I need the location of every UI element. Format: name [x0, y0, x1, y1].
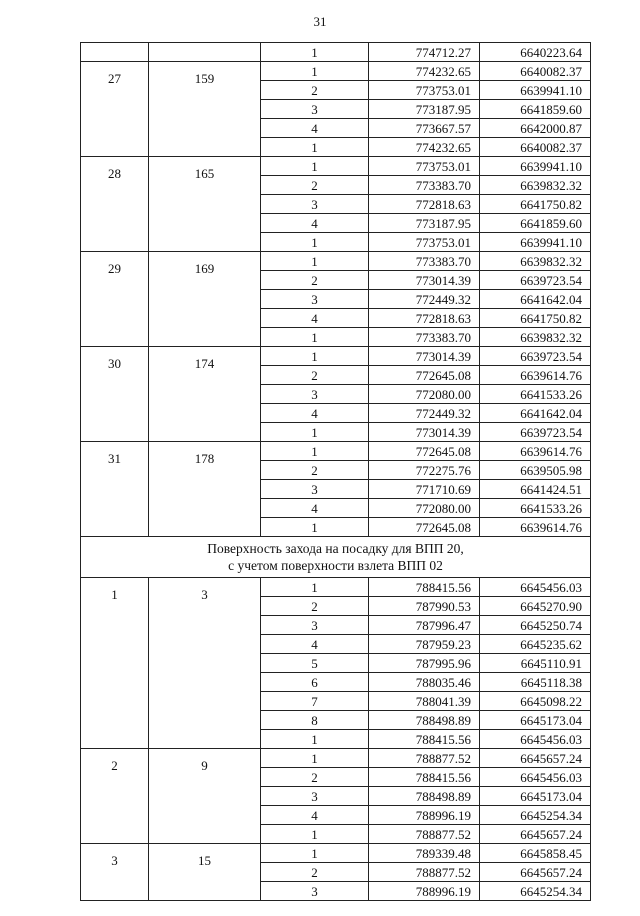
y-coordinate-cell: 6639723.54 — [480, 271, 591, 290]
point-cell: 7 — [261, 692, 369, 711]
section-title — [81, 537, 591, 578]
table-row — [81, 43, 591, 62]
point-cell: 3 — [261, 616, 369, 635]
point-cell: 3 — [261, 195, 369, 214]
point-cell: 1 — [261, 749, 369, 768]
plot-cell: 15 — [149, 844, 261, 901]
point-cell: 1 — [261, 442, 369, 461]
table-row — [81, 157, 591, 176]
x-coordinate-cell: 789339.48 — [369, 844, 480, 863]
section-title-line: с учетом поверхности взлета ВПП 02 — [228, 558, 443, 573]
point-cell: 2 — [261, 81, 369, 100]
point-cell: 2 — [261, 461, 369, 480]
x-coordinate-cell: 773014.39 — [369, 271, 480, 290]
y-coordinate-cell: 6645118.38 — [480, 673, 591, 692]
x-coordinate-cell: 772645.08 — [369, 442, 480, 461]
x-coordinate-cell: 772449.32 — [369, 404, 480, 423]
point-cell: 4 — [261, 499, 369, 518]
point-cell: 4 — [261, 119, 369, 138]
point-cell: 1 — [261, 157, 369, 176]
point-cell: 2 — [261, 366, 369, 385]
point-cell: 1 — [261, 138, 369, 157]
point-cell: 1 — [261, 62, 369, 81]
x-coordinate-cell: 787990.53 — [369, 597, 480, 616]
point-cell: 3 — [261, 480, 369, 499]
table-row — [81, 749, 591, 768]
x-coordinate-cell: 771710.69 — [369, 480, 480, 499]
x-coordinate-cell: 772449.32 — [369, 290, 480, 309]
table-row — [81, 347, 591, 366]
y-coordinate-cell: 6641859.60 — [480, 214, 591, 233]
number-cell: 30 — [81, 347, 149, 442]
x-coordinate-cell: 773187.95 — [369, 214, 480, 233]
table-row — [81, 252, 591, 271]
y-coordinate-cell: 6645858.45 — [480, 844, 591, 863]
point-cell: 1 — [261, 423, 369, 442]
point-cell: 2 — [261, 176, 369, 195]
point-cell: 2 — [261, 271, 369, 290]
x-coordinate-cell: 773187.95 — [369, 100, 480, 119]
y-coordinate-cell: 6645254.34 — [480, 882, 591, 901]
table-row — [81, 578, 591, 597]
y-coordinate-cell: 6641533.26 — [480, 385, 591, 404]
point-cell: 1 — [261, 730, 369, 749]
x-coordinate-cell: 787996.47 — [369, 616, 480, 635]
coordinates-table-body — [81, 43, 591, 901]
x-coordinate-cell: 774232.65 — [369, 62, 480, 81]
plot-cell: 165 — [149, 157, 261, 252]
x-coordinate-cell: 773753.01 — [369, 233, 480, 252]
y-coordinate-cell: 6645657.24 — [480, 863, 591, 882]
y-coordinate-cell: 6645250.74 — [480, 616, 591, 635]
y-coordinate-cell: 6639941.10 — [480, 81, 591, 100]
x-coordinate-cell: 788877.52 — [369, 749, 480, 768]
point-cell: 3 — [261, 882, 369, 901]
y-coordinate-cell: 6641750.82 — [480, 195, 591, 214]
x-coordinate-cell: 773753.01 — [369, 157, 480, 176]
point-cell: 1 — [261, 43, 369, 62]
plot-cell — [149, 43, 261, 62]
point-cell: 3 — [261, 787, 369, 806]
y-coordinate-cell: 6639832.32 — [480, 176, 591, 195]
x-coordinate-cell: 788415.56 — [369, 768, 480, 787]
x-coordinate-cell: 774712.27 — [369, 43, 480, 62]
table-row — [81, 62, 591, 81]
x-coordinate-cell: 787995.96 — [369, 654, 480, 673]
x-coordinate-cell: 773383.70 — [369, 328, 480, 347]
y-coordinate-cell: 6640082.37 — [480, 62, 591, 81]
y-coordinate-cell: 6641642.04 — [480, 404, 591, 423]
point-cell: 3 — [261, 290, 369, 309]
point-cell: 4 — [261, 635, 369, 654]
y-coordinate-cell: 6639505.98 — [480, 461, 591, 480]
x-coordinate-cell: 773667.57 — [369, 119, 480, 138]
y-coordinate-cell: 6639832.32 — [480, 252, 591, 271]
plot-cell: 174 — [149, 347, 261, 442]
x-coordinate-cell: 788877.52 — [369, 825, 480, 844]
y-coordinate-cell: 6639614.76 — [480, 518, 591, 537]
x-coordinate-cell: 772275.76 — [369, 461, 480, 480]
y-coordinate-cell: 6645098.22 — [480, 692, 591, 711]
y-coordinate-cell: 6639614.76 — [480, 366, 591, 385]
y-coordinate-cell: 6639941.10 — [480, 157, 591, 176]
y-coordinate-cell: 6645270.90 — [480, 597, 591, 616]
point-cell: 5 — [261, 654, 369, 673]
x-coordinate-cell: 774232.65 — [369, 138, 480, 157]
y-coordinate-cell: 6645456.03 — [480, 578, 591, 597]
point-cell: 8 — [261, 711, 369, 730]
point-cell: 1 — [261, 252, 369, 271]
point-cell: 1 — [261, 825, 369, 844]
x-coordinate-cell: 772080.00 — [369, 499, 480, 518]
point-cell: 4 — [261, 214, 369, 233]
table-row — [81, 442, 591, 461]
plot-cell: 3 — [149, 578, 261, 749]
point-cell: 1 — [261, 233, 369, 252]
y-coordinate-cell: 6640223.64 — [480, 43, 591, 62]
point-cell: 6 — [261, 673, 369, 692]
y-coordinate-cell: 6640082.37 — [480, 138, 591, 157]
x-coordinate-cell: 772080.00 — [369, 385, 480, 404]
x-coordinate-cell: 788498.89 — [369, 787, 480, 806]
y-coordinate-cell: 6645456.03 — [480, 730, 591, 749]
y-coordinate-cell: 6645173.04 — [480, 787, 591, 806]
number-cell: 28 — [81, 157, 149, 252]
x-coordinate-cell: 788415.56 — [369, 730, 480, 749]
y-coordinate-cell: 6641750.82 — [480, 309, 591, 328]
x-coordinate-cell: 788996.19 — [369, 806, 480, 825]
point-cell: 1 — [261, 518, 369, 537]
table-row — [81, 844, 591, 863]
number-cell — [81, 43, 149, 62]
point-cell: 4 — [261, 404, 369, 423]
number-cell: 2 — [81, 749, 149, 844]
x-coordinate-cell: 772645.08 — [369, 518, 480, 537]
point-cell: 1 — [261, 328, 369, 347]
x-coordinate-cell: 788415.56 — [369, 578, 480, 597]
y-coordinate-cell: 6641642.04 — [480, 290, 591, 309]
plot-cell: 178 — [149, 442, 261, 537]
y-coordinate-cell: 6645235.62 — [480, 635, 591, 654]
coordinates-table — [80, 42, 591, 901]
x-coordinate-cell: 788877.52 — [369, 863, 480, 882]
x-coordinate-cell: 788041.39 — [369, 692, 480, 711]
y-coordinate-cell: 6645110.91 — [480, 654, 591, 673]
x-coordinate-cell: 773383.70 — [369, 176, 480, 195]
y-coordinate-cell: 6639723.54 — [480, 423, 591, 442]
y-coordinate-cell: 6642000.87 — [480, 119, 591, 138]
y-coordinate-cell: 6641533.26 — [480, 499, 591, 518]
x-coordinate-cell: 773014.39 — [369, 347, 480, 366]
y-coordinate-cell: 6645657.24 — [480, 749, 591, 768]
section-title-line: Поверхность захода на посадку для ВПП 20, — [207, 541, 464, 556]
point-cell: 1 — [261, 578, 369, 597]
plot-cell: 159 — [149, 62, 261, 157]
x-coordinate-cell: 773014.39 — [369, 423, 480, 442]
point-cell: 2 — [261, 863, 369, 882]
y-coordinate-cell: 6641424.51 — [480, 480, 591, 499]
point-cell: 1 — [261, 844, 369, 863]
x-coordinate-cell: 788498.89 — [369, 711, 480, 730]
y-coordinate-cell: 6641859.60 — [480, 100, 591, 119]
point-cell: 2 — [261, 597, 369, 616]
number-cell: 1 — [81, 578, 149, 749]
y-coordinate-cell: 6639614.76 — [480, 442, 591, 461]
number-cell: 3 — [81, 844, 149, 901]
y-coordinate-cell: 6639832.32 — [480, 328, 591, 347]
number-cell: 29 — [81, 252, 149, 347]
x-coordinate-cell: 772645.08 — [369, 366, 480, 385]
section-row — [81, 537, 591, 578]
y-coordinate-cell: 6645456.03 — [480, 768, 591, 787]
y-coordinate-cell: 6645254.34 — [480, 806, 591, 825]
x-coordinate-cell: 788996.19 — [369, 882, 480, 901]
point-cell: 3 — [261, 385, 369, 404]
point-cell: 4 — [261, 806, 369, 825]
point-cell: 2 — [261, 768, 369, 787]
x-coordinate-cell: 772818.63 — [369, 195, 480, 214]
point-cell: 1 — [261, 347, 369, 366]
page-number: 31 — [313, 14, 327, 29]
x-coordinate-cell: 788035.46 — [369, 673, 480, 692]
x-coordinate-cell: 773753.01 — [369, 81, 480, 100]
y-coordinate-cell: 6645657.24 — [480, 825, 591, 844]
point-cell: 3 — [261, 100, 369, 119]
x-coordinate-cell: 773383.70 — [369, 252, 480, 271]
number-cell: 31 — [81, 442, 149, 537]
plot-cell: 9 — [149, 749, 261, 844]
x-coordinate-cell: 787959.23 — [369, 635, 480, 654]
point-cell: 4 — [261, 309, 369, 328]
y-coordinate-cell: 6639723.54 — [480, 347, 591, 366]
y-coordinate-cell: 6645173.04 — [480, 711, 591, 730]
plot-cell: 169 — [149, 252, 261, 347]
x-coordinate-cell: 772818.63 — [369, 309, 480, 328]
y-coordinate-cell: 6639941.10 — [480, 233, 591, 252]
number-cell: 27 — [81, 62, 149, 157]
